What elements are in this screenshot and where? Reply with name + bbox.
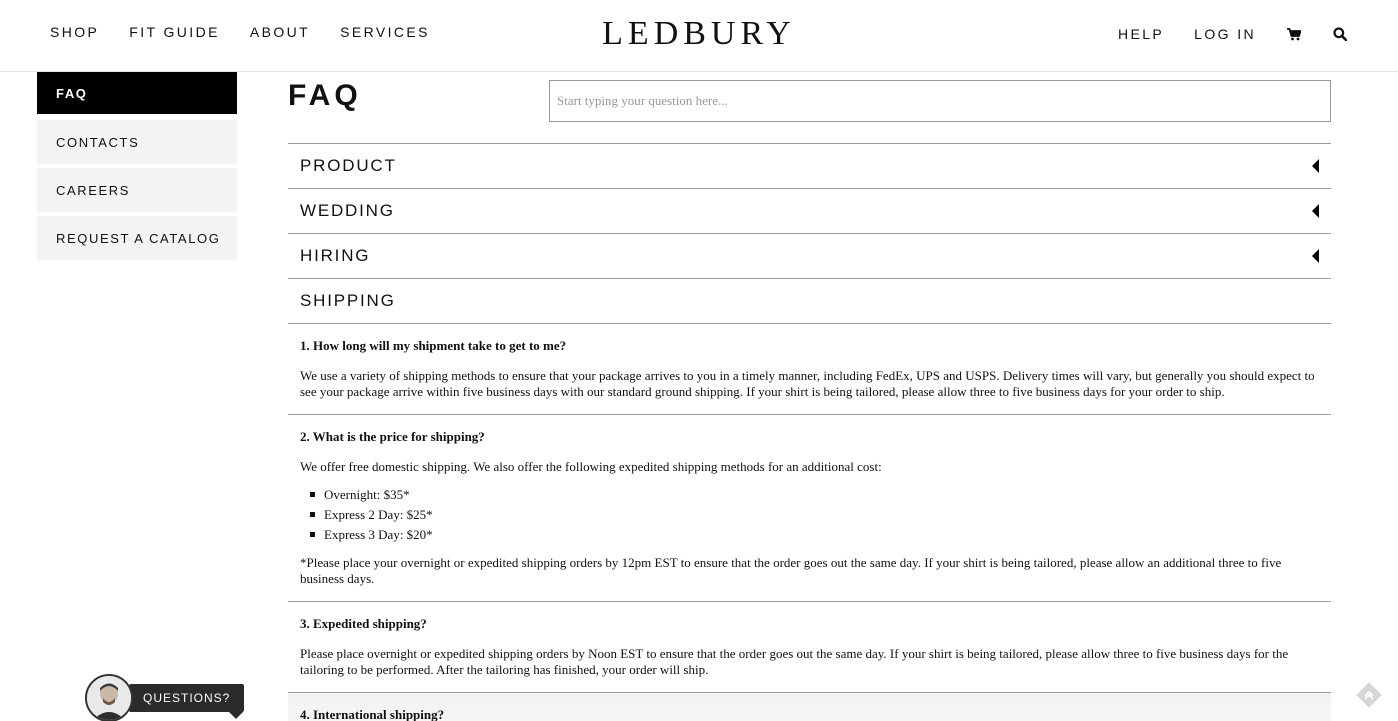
sidebar-item-faq[interactable]: FAQ (37, 72, 237, 114)
caret-left-icon (1312, 249, 1319, 263)
list-item: Express 3 Day: $20* (310, 525, 1319, 545)
site-header (0, 0, 1398, 72)
shipping-price-list (310, 485, 1319, 545)
sidebar-item-contacts[interactable]: CONTACTS (37, 120, 237, 164)
faq-item (288, 692, 1331, 721)
section-label: WEDDING (300, 201, 395, 220)
nav-about[interactable]: ABOUT (249, 24, 311, 40)
section-label: SHIPPING (300, 291, 396, 310)
faq-answer: We offer free domestic shipping. We also offer the following expedited shipping methods for an additional cost: (300, 459, 882, 474)
faq-item (288, 323, 1331, 414)
faq-search-input[interactable] (549, 80, 1331, 122)
list-item: Overnight: $35* (310, 485, 1319, 505)
utility-nav (1088, 26, 1348, 42)
faq-answer: Please place overnight or expedited shipping orders by Noon EST to ensure that the order goes out the same day. If your shirt is being tailored, please allow three to five business days for the tailoring to be performed. After the tailoring has finished, your order will ship. (300, 646, 1289, 677)
caret-left-icon (1312, 159, 1319, 173)
sidebar-item-request-catalog[interactable]: REQUEST A CATALOG (37, 216, 237, 260)
section-hiring[interactable] (288, 233, 1331, 278)
faq-question[interactable]: 2. What is the price for shipping? (300, 429, 485, 444)
faq-answer: We use a variety of shipping methods to ensure that your package arrives to you in a timely manner, including FedEx, UPS and USPS. Delivery times will vary, but generally you should expect to see your package arrive within five business days with our standard ground shipping. If your shirt is being tailored, please allow three to five business days for your order to ship. (300, 368, 1315, 399)
list-item: Express 2 Day: $25* (310, 505, 1319, 525)
faq-question[interactable]: 3. Expedited shipping? (300, 616, 427, 631)
sidebar-item-careers[interactable]: CAREERS (37, 168, 237, 212)
brand-logo[interactable]: LEDBURY (602, 15, 796, 52)
faq-item (288, 601, 1331, 692)
faq-note: *Please place your overnight or expedited shipping orders by 12pm EST to ensure that the order goes out the same day. If your shirt is being tailored, please allow an additional three to five business days. (300, 555, 1282, 586)
faq-item (288, 414, 1331, 601)
page-title: FAQ (288, 79, 362, 112)
chat-questions-button[interactable]: QUESTIONS? (129, 684, 244, 712)
nav-help[interactable]: HELP (1117, 26, 1165, 42)
section-label: HIRING (300, 246, 371, 265)
help-sidebar (37, 72, 237, 264)
nav-services[interactable]: SERVICES (340, 24, 430, 40)
search-icon[interactable] (1332, 26, 1348, 42)
section-product[interactable] (288, 143, 1331, 188)
caret-left-icon (1312, 204, 1319, 218)
feedback-icon[interactable] (1356, 682, 1382, 708)
faq-accordion (288, 143, 1331, 721)
agent-avatar[interactable] (85, 674, 133, 721)
nav-shop[interactable]: SHOP (50, 24, 100, 40)
nav-log-in[interactable]: LOG IN (1194, 26, 1256, 42)
cart-icon[interactable] (1286, 26, 1302, 42)
section-label: PRODUCT (300, 156, 397, 175)
section-wedding[interactable] (288, 188, 1331, 233)
faq-question[interactable]: 4. International shipping? (300, 707, 445, 721)
faq-question[interactable]: 1. How long will my shipment take to get to me? (300, 338, 567, 353)
nav-fit-guide[interactable]: FIT GUIDE (129, 24, 220, 40)
chat-widget[interactable] (85, 674, 244, 721)
section-shipping[interactable] (288, 278, 1331, 323)
